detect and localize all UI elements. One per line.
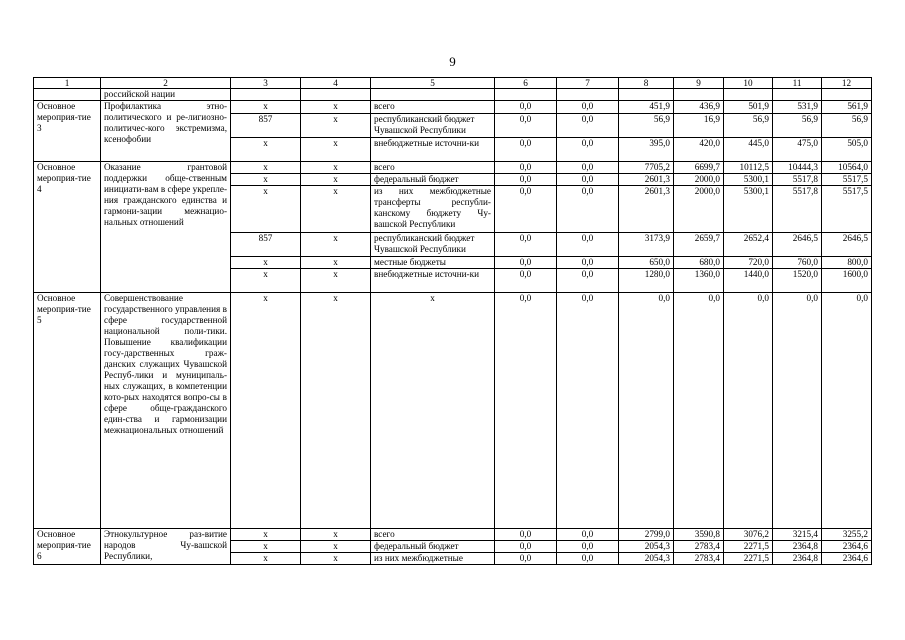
cell-code: х	[301, 186, 371, 233]
cell-value: 0,0	[619, 293, 674, 529]
cell-grbs: х	[231, 269, 301, 293]
cell-value: 0,0	[557, 138, 619, 162]
cell-value: 2271,5	[724, 553, 773, 565]
cell-value: 1520,0	[773, 269, 822, 293]
cell-value: 0,0	[557, 541, 619, 553]
cell-value: 436,9	[674, 101, 724, 114]
cell-empty	[34, 89, 101, 101]
cell-value: 1440,0	[724, 269, 773, 293]
cell-source: из них межбюджетные трансферты республи-канскому бюджету Чу-вашской Республики	[371, 186, 495, 233]
cell-value: 2364,6	[822, 553, 872, 565]
cell-value: 0,0	[495, 114, 557, 138]
cell-source: республиканский бюджет Чувашской Республики	[371, 233, 495, 257]
event-description: Оказание грантовой поддержки обще-ственным инициати-вам в сфере укрепле-ния гражданского единства и гармони-зации межнацио-нальных отношений	[101, 162, 231, 293]
cell-value: 0,0	[495, 233, 557, 257]
cell-value: 2054,3	[619, 553, 674, 565]
cell-value: 3255,2	[822, 529, 872, 541]
table-row	[34, 162, 872, 174]
cell-source: всего	[371, 529, 495, 541]
cell-value: 1360,0	[674, 269, 724, 293]
cell-code: х	[301, 293, 371, 529]
event-label: Основное мероприя-тие 5	[34, 293, 101, 529]
cell-code: х	[301, 233, 371, 257]
table-row	[34, 293, 872, 529]
cell-value: 0,0	[557, 553, 619, 565]
cell-value: 531,9	[773, 101, 822, 114]
cell-value: 2601,3	[619, 174, 674, 186]
cell-value: 0,0	[495, 174, 557, 186]
event-description: Совершенствование государственного управления в сфере государственной национальной поли-тики. Повышение квалификации госу-дарственных граж-данских служащих Чувашской Респуб-лики и муниципаль-ных служащих, в компетенции кото-рых находятся вопро-сы в сфере обще-гражданского един-ства и гармонизации межнациональных отношений	[101, 293, 231, 529]
cell-value: 720,0	[724, 257, 773, 269]
cell-grbs: х	[231, 529, 301, 541]
event-label: Основное мероприя-тие 3	[34, 101, 101, 162]
cell-value: 16,9	[674, 114, 724, 138]
cell-source: всего	[371, 162, 495, 174]
cell-grbs: х	[231, 101, 301, 114]
cell-value: 0,0	[773, 293, 822, 529]
cell-value: 0,0	[495, 529, 557, 541]
cell-value: 0,0	[495, 186, 557, 233]
cell-value: 2783,4	[674, 541, 724, 553]
cell-code: х	[301, 138, 371, 162]
cell-value: 2601,3	[619, 186, 674, 233]
cell-value: 56,9	[724, 114, 773, 138]
cell-value: 2799,0	[619, 529, 674, 541]
cell-value: 650,0	[619, 257, 674, 269]
cell-value: 0,0	[495, 293, 557, 529]
column-numbers-row	[34, 78, 872, 89]
cell-value: 2646,5	[822, 233, 872, 257]
cell-value: 0,0	[557, 162, 619, 174]
cell-value: 2652,4	[724, 233, 773, 257]
cell-grbs: х	[231, 186, 301, 233]
cell-value: 2364,6	[822, 541, 872, 553]
cell-code: х	[301, 553, 371, 565]
col-header: 3	[231, 78, 301, 89]
cell-code: х	[301, 269, 371, 293]
event-label: Основное мероприя-тие 4	[34, 162, 101, 293]
cell-value: 0,0	[724, 293, 773, 529]
cell-value: 760,0	[773, 257, 822, 269]
table-row	[34, 89, 872, 101]
event-description: Этнокультурное раз-витие народов Чу-вашской Республики,	[101, 529, 231, 565]
cell-value: 0,0	[557, 174, 619, 186]
cell-value: 501,9	[724, 101, 773, 114]
cell-value: 0,0	[495, 138, 557, 162]
cell-value: 3076,2	[724, 529, 773, 541]
cell-value: 2271,5	[724, 541, 773, 553]
col-header: 1	[34, 78, 101, 89]
cell-code: х	[301, 162, 371, 174]
event-description: Профилактика этно-политического и ре-лигиозно-политичес-кого экстремизма, ксенофобии	[101, 101, 231, 162]
table-row	[34, 529, 872, 541]
cell-value: 445,0	[724, 138, 773, 162]
cell-value: 505,0	[822, 138, 872, 162]
cell-value: 1600,0	[822, 269, 872, 293]
cell-value: 10444,3	[773, 162, 822, 174]
cell-source: федеральный бюджет	[371, 174, 495, 186]
cell-source: х	[371, 293, 495, 529]
cell-value: 561,9	[822, 101, 872, 114]
cell-grbs: 857	[231, 233, 301, 257]
page-number: 9	[449, 54, 456, 69]
cell-source: внебюджетные источни-ки	[371, 269, 495, 293]
cell-grbs: х	[231, 162, 301, 174]
col-header: 11	[773, 78, 822, 89]
cell-value: 0,0	[557, 257, 619, 269]
cell-value: 10564,0	[822, 162, 872, 174]
cell-value: 2000,0	[674, 186, 724, 233]
cell-grbs: х	[231, 174, 301, 186]
cell-grbs: х	[231, 257, 301, 269]
cell-source: внебюджетные источни-ки	[371, 138, 495, 162]
col-header: 2	[101, 78, 231, 89]
col-header: 10	[724, 78, 773, 89]
cell-value: 2364,8	[773, 553, 822, 565]
cell-value: 0,0	[495, 101, 557, 114]
cell-grbs: х	[231, 293, 301, 529]
cell-code: х	[301, 541, 371, 553]
cell-value: 5300,1	[724, 186, 773, 233]
cell-source: из них межбюджетные	[371, 553, 495, 565]
cell-value: 56,9	[619, 114, 674, 138]
cell-value: 1280,0	[619, 269, 674, 293]
cell-source: всего	[371, 101, 495, 114]
cell-value: 7705,2	[619, 162, 674, 174]
cell-value: 0,0	[495, 541, 557, 553]
cell-code: х	[301, 174, 371, 186]
cell-grbs: 857	[231, 114, 301, 138]
cell-code: х	[301, 257, 371, 269]
cell-code: х	[301, 114, 371, 138]
cell-source: местные бюджеты	[371, 257, 495, 269]
table-row	[34, 101, 872, 114]
cell-value: 3173,9	[619, 233, 674, 257]
cell-value: 2646,5	[773, 233, 822, 257]
cell-value: 3215,4	[773, 529, 822, 541]
cell-value: 3590,8	[674, 529, 724, 541]
cell-value: 6699,7	[674, 162, 724, 174]
cell-value: 56,9	[822, 114, 872, 138]
cell-value: 0,0	[557, 529, 619, 541]
cell-grbs: х	[231, 138, 301, 162]
cell-value: 5517,5	[822, 186, 872, 233]
cell-value: 0,0	[557, 233, 619, 257]
cell-value: 5300,1	[724, 174, 773, 186]
cell-value: 0,0	[557, 269, 619, 293]
cell-value: 2000,0	[674, 174, 724, 186]
col-header: 12	[822, 78, 872, 89]
cell-value: 0,0	[557, 293, 619, 529]
cell-value: 0,0	[557, 186, 619, 233]
event-label: Основное мероприя-тие 6	[34, 529, 101, 565]
cell-code: х	[301, 101, 371, 114]
cell-value: 0,0	[822, 293, 872, 529]
continuation-text: российской нации	[101, 89, 231, 101]
budget-table	[33, 77, 872, 565]
cell-grbs: х	[231, 541, 301, 553]
cell-value: 0,0	[495, 257, 557, 269]
cell-value: 10112,5	[724, 162, 773, 174]
cell-value: 2783,4	[674, 553, 724, 565]
col-header: 5	[371, 78, 495, 89]
cell-value: 0,0	[674, 293, 724, 529]
cell-value: 2364,8	[773, 541, 822, 553]
cell-value: 56,9	[773, 114, 822, 138]
cell-value: 395,0	[619, 138, 674, 162]
cell-value: 0,0	[495, 269, 557, 293]
cell-value: 2054,3	[619, 541, 674, 553]
cell-source: федеральный бюджет	[371, 541, 495, 553]
cell-value: 420,0	[674, 138, 724, 162]
cell-value: 5517,5	[822, 174, 872, 186]
cell-value: 5517,8	[773, 186, 822, 233]
cell-value: 451,9	[619, 101, 674, 114]
col-header: 7	[557, 78, 619, 89]
cell-value: 475,0	[773, 138, 822, 162]
cell-value: 0,0	[557, 114, 619, 138]
cell-value: 680,0	[674, 257, 724, 269]
cell-source: республиканский бюджет Чувашской Республики	[371, 114, 495, 138]
cell-value: 5517,8	[773, 174, 822, 186]
cell-code: х	[301, 529, 371, 541]
cell-value: 0,0	[495, 553, 557, 565]
col-header: 6	[495, 78, 557, 89]
col-header: 8	[619, 78, 674, 89]
cell-grbs: х	[231, 553, 301, 565]
col-header: 9	[674, 78, 724, 89]
cell-value: 800,0	[822, 257, 872, 269]
cell-value: 2659,7	[674, 233, 724, 257]
cell-value: 0,0	[495, 162, 557, 174]
cell-value: 0,0	[557, 101, 619, 114]
col-header: 4	[301, 78, 371, 89]
